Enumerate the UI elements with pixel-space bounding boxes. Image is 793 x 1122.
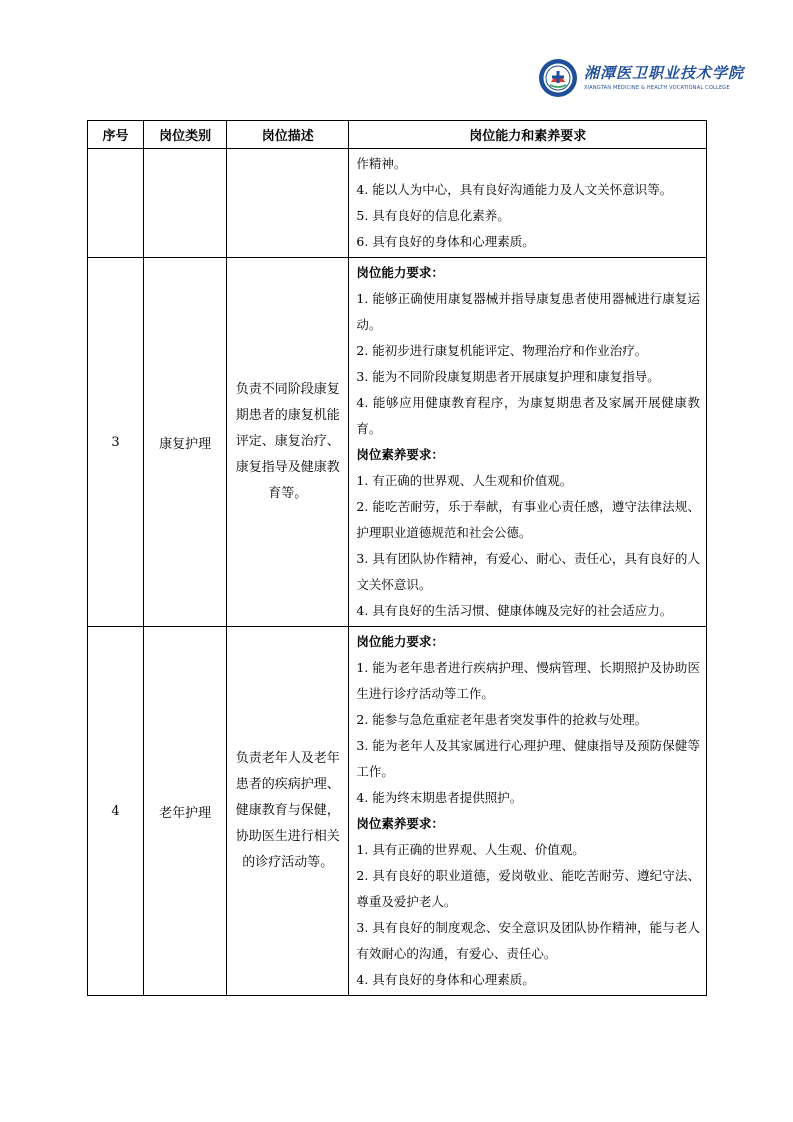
school-name-cn: 湘潭医卫职业技术学院 — [584, 64, 745, 82]
school-seal-icon — [538, 58, 578, 98]
job-category: 康复护理 — [144, 258, 227, 627]
requirement-item: 3. 具有良好的制度观念、安全意识及团队协作精神，能与老人有效耐心的沟通，有爱心、责任心。 — [356, 920, 700, 961]
job-requirements — [349, 627, 707, 996]
job-requirements — [349, 149, 707, 258]
row-number: 4 — [88, 627, 144, 996]
row-number: 3 — [88, 258, 144, 627]
requirement-item: 4. 能够应用健康教育程序，为康复期患者及家属开展健康教育。 — [356, 395, 700, 436]
table-header-row — [88, 121, 707, 149]
column-header-requirements: 岗位能力和素养要求 — [349, 121, 707, 149]
requirement-item: 4. 具有良好的身体和心理素质。 — [356, 972, 535, 987]
requirement-heading: 岗位能力要求： — [356, 265, 444, 280]
requirement-heading: 岗位素养要求： — [356, 816, 444, 831]
job-requirements — [349, 258, 707, 627]
requirement-item: 1. 能够正确使用康复器械并指导康复患者使用器械进行康复运动。 — [356, 291, 700, 332]
requirement-heading: 岗位素养要求： — [356, 447, 444, 462]
requirement-item: 4. 具有良好的生活习惯、健康体魄及完好的社会适应力。 — [356, 603, 673, 618]
requirement-item: 5. 具有良好的信息化素养。 — [356, 208, 510, 223]
school-logo — [538, 58, 745, 102]
requirement-item: 4. 能以人为中心，具有良好沟通能力及人文关怀意识等。 — [356, 182, 673, 197]
requirement-item: 作精神。 — [356, 156, 407, 171]
job-requirements-table — [87, 120, 707, 996]
column-header-category: 岗位类别 — [144, 121, 227, 149]
requirement-item: 6. 具有良好的身体和心理素质。 — [356, 234, 535, 249]
school-name-en: XIANGTAN MEDICINE & HEALTH VOCATIONAL COLLEGE — [584, 85, 730, 91]
job-description: 负责不同阶段康复期患者的康复机能评定、康复治疗、康复指导及健康教育等。 — [227, 258, 349, 627]
job-category: 老年护理 — [144, 627, 227, 996]
requirement-item: 4. 能为终末期患者提供照护。 — [356, 790, 523, 805]
job-description: 负责老年人及老年患者的疾病护理、健康教育与保健，协助医生进行相关的诊疗活动等。 — [227, 627, 349, 996]
requirement-item: 3. 能为老年人及其家属进行心理护理、健康指导及预防保健等工作。 — [356, 738, 700, 779]
requirement-item: 3. 具有团队协作精神，有爱心、耐心、责任心，具有良好的人文关怀意识。 — [356, 551, 700, 592]
requirement-heading: 岗位能力要求： — [356, 634, 444, 649]
requirement-item: 3. 能为不同阶段康复期患者开展康复护理和康复指导。 — [356, 369, 660, 384]
requirement-item: 2. 能初步进行康复机能评定、物理治疗和作业治疗。 — [356, 343, 648, 358]
requirement-item: 1. 具有正确的世界观、人生观、价值观。 — [356, 842, 585, 857]
requirement-item: 2. 能吃苦耐劳，乐于奉献，有事业心责任感，遵守法律法规、护理职业道德规范和社会公德。 — [356, 499, 700, 540]
job-category — [144, 149, 227, 258]
requirement-item: 1. 有正确的世界观、人生观和价值观。 — [356, 473, 573, 488]
table-row — [88, 627, 707, 996]
row-number — [88, 149, 144, 258]
job-description — [227, 149, 349, 258]
requirement-item: 2. 能参与急危重症老年患者突发事件的抢救与处理。 — [356, 712, 648, 727]
table-row — [88, 258, 707, 627]
table-row — [88, 149, 707, 258]
column-header-description: 岗位描述 — [227, 121, 349, 149]
requirement-item: 2. 具有良好的职业道德，爱岗敬业、能吃苦耐劳、遵纪守法、尊重及爱护老人。 — [356, 868, 700, 909]
requirement-item: 1. 能为老年患者进行疾病护理、慢病管理、长期照护及协助医生进行诊疗活动等工作。 — [356, 660, 700, 701]
column-header-no: 序号 — [88, 121, 144, 149]
